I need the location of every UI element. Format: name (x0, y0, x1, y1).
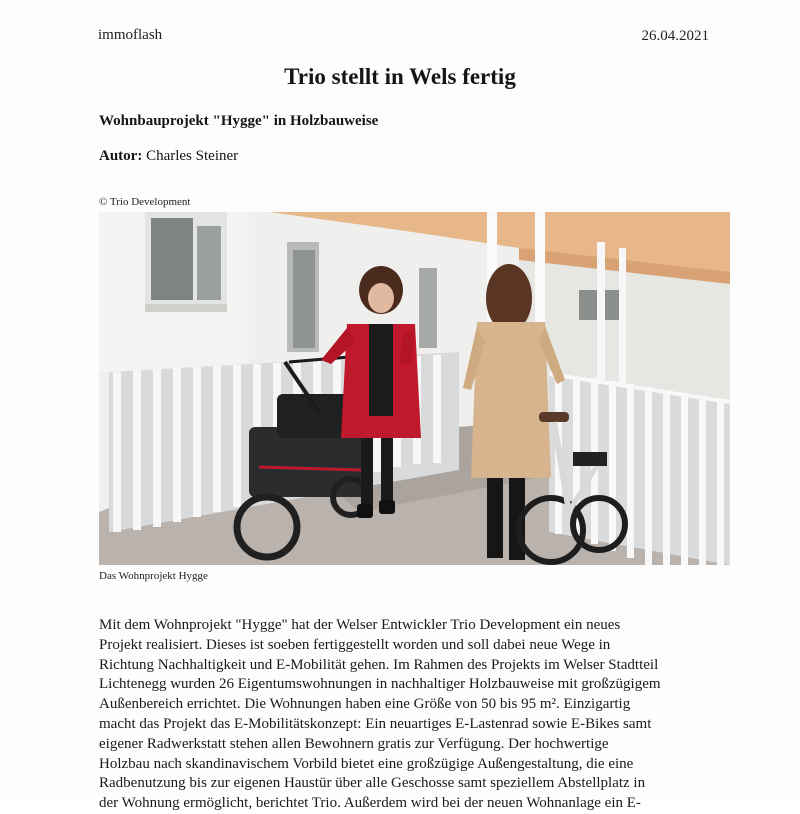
author-line (99, 148, 238, 165)
body-line: Mit dem Wohnprojekt "Hygge" hat der Welser Entwickler Trio Development ein neues (99, 617, 621, 633)
source-name: immoflash (98, 27, 163, 43)
body-line: Radbenutzung bis zur eigenen Haustür über alle Geschosse samt speziellem Abstellplatz in (99, 775, 646, 792)
body-line: Richtung Nachhaltigkeit und E-Mobilität gehen. Im Rahmen des Projekts im Welser Stadtteil (99, 656, 659, 673)
body-line: macht das Projekt das E-Mobilitätskonzept: Ein neuartiges E-Lastenrad sowie E-Bikes samt (99, 715, 652, 732)
photo-illustration (99, 212, 730, 565)
body-line: Holzbau nach skandinavischem Vorbild bietet eine großzügige Außengestaltung, die eine (99, 755, 634, 772)
article-headline: Trio stellt in Wels fertig (284, 64, 516, 89)
publication-date: 26.04.2021 (641, 28, 709, 44)
article-photo (99, 212, 730, 565)
body-line: eigener Radwerkstatt stehen allen Bewohnern gratis zur Verfügung. Der hochwertige (99, 735, 609, 752)
body-line: Lichtenegg wurden 26 Eigentumswohnungen in nachhaltiger Holzbauweise mit großzügigem (99, 676, 661, 693)
body-line: der Wohnung ermöglicht, berichtet Trio. Außerdem wird bei der neuen Wohnanlage ein E- (99, 795, 641, 812)
body-line: Projekt realisiert. Dieses ist soeben fertiggestellt worden und soll dabei neue Wege in (99, 636, 611, 653)
photo-credit: © Trio Development (99, 196, 191, 208)
author-name: Charles Steiner (146, 148, 239, 164)
article-body (99, 616, 719, 814)
author-label: Autor: (99, 148, 143, 164)
article-subtitle: Wohnbauprojekt "Hygge" in Holzbauweise (99, 113, 379, 129)
body-line: Außenbereich errichtet. Die Wohnungen haben eine Größe von 50 bis 95 m². Einzigartig (99, 696, 631, 713)
photo-caption: Das Wohnprojekt Hygge (99, 570, 208, 582)
